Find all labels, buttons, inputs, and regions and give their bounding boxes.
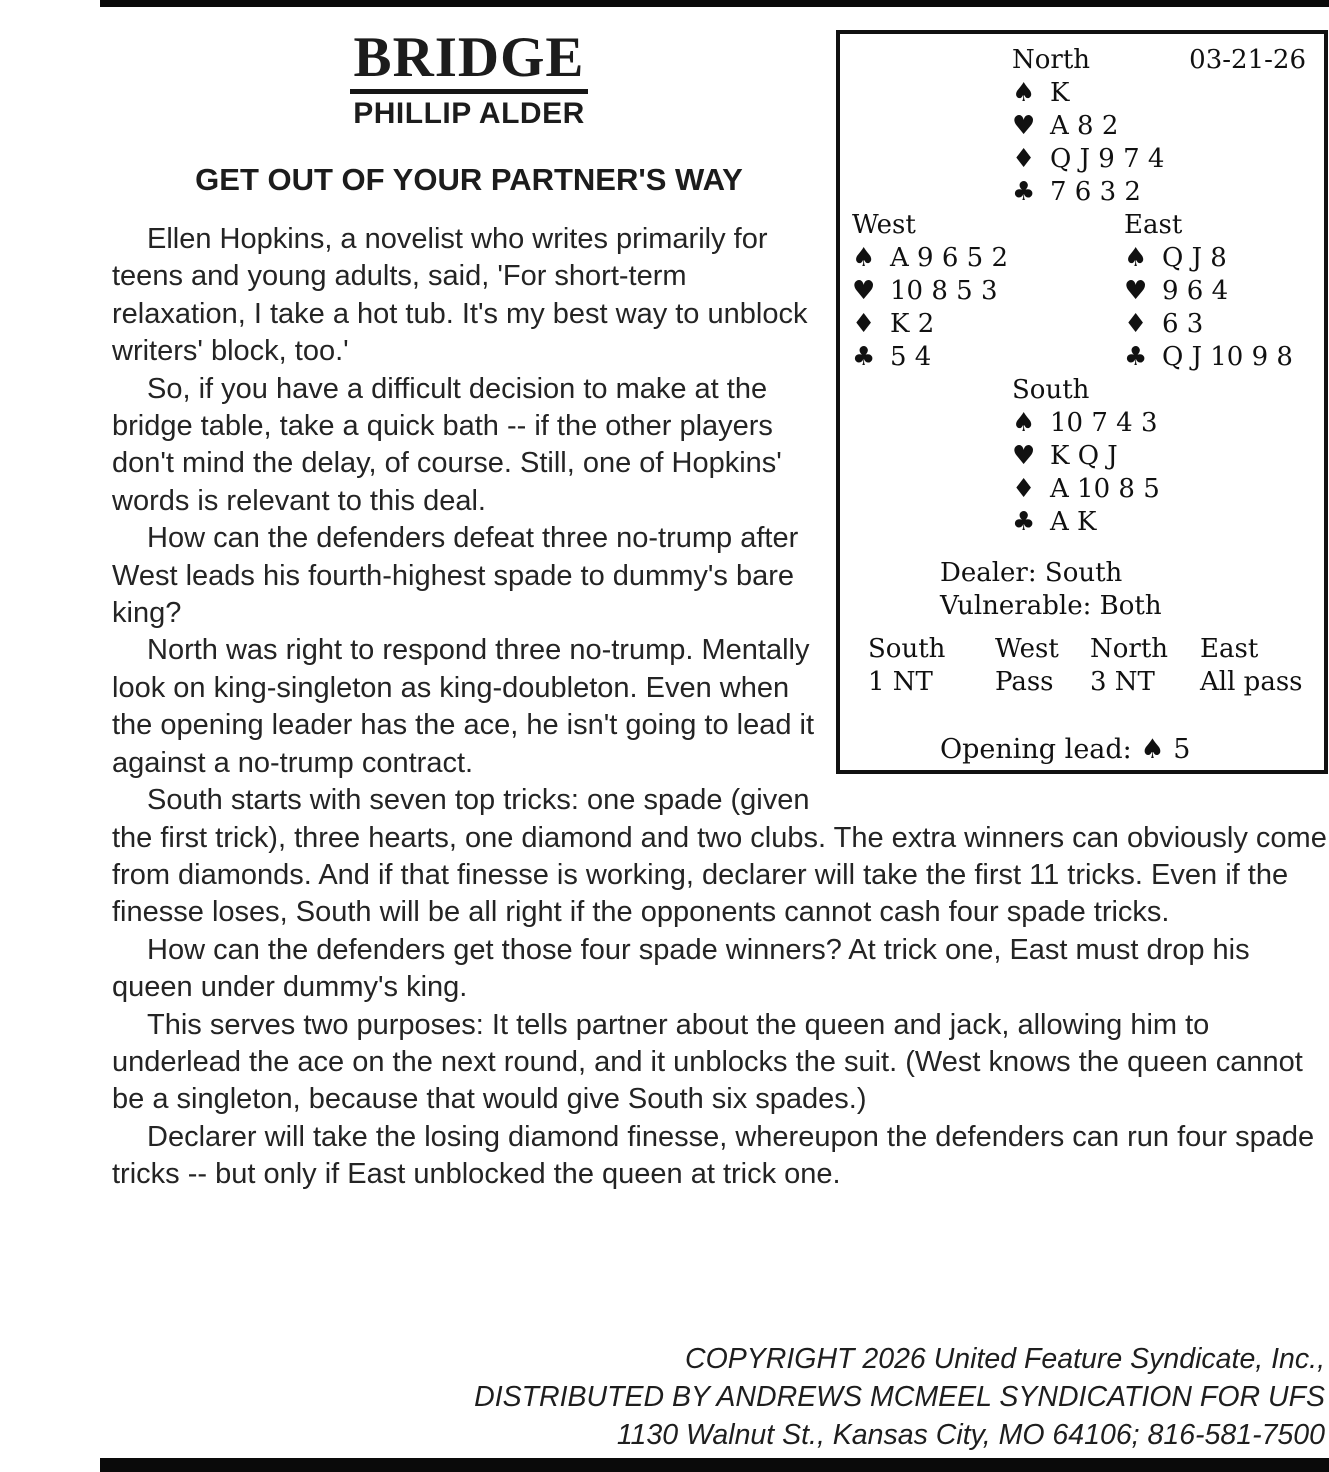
east-hearts-cards: 9 6 4 (1162, 276, 1229, 306)
club-icon: ♣ (852, 342, 876, 372)
bid-west: Pass (995, 667, 1054, 697)
north-spades-cards: K (1050, 78, 1070, 108)
auction-col-east: East (1200, 634, 1259, 664)
south-spades-row (1012, 407, 1314, 440)
auction-col-south: South (868, 634, 946, 664)
spade-icon: ♠ (1012, 78, 1036, 108)
club-icon: ♣ (1012, 507, 1036, 537)
dealer-info (940, 557, 1314, 623)
paragraph: Ellen Hopkins, a novelist who writes primarily for teens and young adults, said, 'For short-term relaxation, I take a hot tub. It's my best way to unblock writers' block, too.' (112, 223, 808, 368)
south-hand (1012, 374, 1314, 539)
east-spades-row (1124, 242, 1293, 275)
north-diamonds-cards: Q J 9 7 4 (1050, 144, 1165, 174)
heart-icon: ♥ (1012, 441, 1036, 471)
bid-north: 3 NT (1090, 667, 1155, 697)
opening-lead (940, 733, 1314, 766)
east-hearts-row (1124, 275, 1293, 308)
north-hand-label: North (1012, 45, 1091, 75)
spade-icon: ♠ (1140, 734, 1165, 765)
club-icon: ♣ (1124, 342, 1148, 372)
east-clubs-row (1124, 341, 1293, 374)
auction-table (852, 633, 1314, 699)
north-hearts-cards: A 8 2 (1050, 111, 1119, 141)
diamond-icon: ♦ (1012, 144, 1036, 174)
diamond-icon: ♦ (852, 309, 876, 339)
bid-east: All pass (1200, 667, 1303, 697)
diamond-icon: ♦ (1124, 309, 1148, 339)
paragraph: South starts with seven top tricks: one spade (given the first trick), three hearts, one diamond and two clubs. The extra winners can obviously come from diamonds. And if that finesse is working, declarer will take the first 11 tricks. Even if the finesse loses, South will be all right if the opponents cannot cash four spade tricks. (112, 784, 1327, 929)
east-clubs-cards: Q J 10 9 8 (1162, 342, 1293, 372)
article-headline: GET OUT OF YOUR PARTNER'S WAY (195, 162, 743, 197)
south-hearts-cards: K Q J (1050, 441, 1118, 471)
paragraph: How can the defenders defeat three no-trump after West leads his fourth-highest spade to dummy's bare king? (112, 522, 799, 630)
south-hearts-row (1012, 440, 1314, 473)
east-diamonds-cards: 6 3 (1162, 309, 1204, 339)
opening-lead-card: 5 (1173, 734, 1191, 765)
column-author: PHILLIP ALDER (353, 97, 585, 130)
west-clubs-cards: 5 4 (890, 342, 932, 372)
copyright-line-1: COPYRIGHT 2026 United Feature Syndicate, Inc., (685, 1343, 1325, 1375)
club-icon: ♣ (1012, 177, 1036, 207)
west-hearts-cards: 10 8 5 3 (890, 276, 998, 306)
bridge-diagram-box (836, 30, 1328, 774)
copyright-line-3: 1130 Walnut St., Kansas City, MO 64106; 816-581-7500 (616, 1419, 1325, 1451)
top-rule (100, 0, 1329, 7)
paragraph: Declarer will take the losing diamond finesse, whereupon the defenders can run four spade tricks -- but only if East unblocked the queen at trick one. (112, 1120, 1315, 1191)
diagram-header (852, 44, 1314, 77)
east-diamonds-row (1124, 308, 1293, 341)
paragraph: How can the defenders get those four spade winners? At trick one, East must drop his queen under dummy's king. (112, 933, 1250, 1004)
heart-icon: ♥ (1012, 111, 1036, 141)
west-east-hands (852, 209, 1314, 374)
paragraph: So, if you have a difficult decision to make at the bridge table, take a quick bath -- if the other players don't mind the delay, of course. Still, one of Hopkins' words is relevant to this deal. (112, 372, 782, 517)
south-hand-label: South (1012, 375, 1090, 405)
auction-col-north: North (1090, 634, 1169, 664)
auction-col-west: West (995, 634, 1059, 664)
north-clubs-cards: 7 6 3 2 (1050, 177, 1141, 207)
west-hand-label: West (852, 210, 916, 240)
dealer-line: Dealer: South (940, 558, 1123, 588)
north-hearts-row (1012, 110, 1314, 143)
opening-lead-label: Opening lead: (940, 734, 1132, 765)
north-hand (1012, 77, 1314, 209)
south-diamonds-cards: A 10 8 5 (1050, 474, 1160, 504)
column-date: 03-21-26 (1189, 45, 1306, 75)
column-page (112, 26, 1328, 1194)
spade-icon: ♠ (852, 243, 876, 273)
south-clubs-cards: A K (1050, 507, 1097, 537)
vulnerable-line: Vulnerable: Both (940, 591, 1162, 621)
south-diamonds-row (1012, 473, 1314, 506)
paragraph: This serves two purposes: It tells partner about the queen and jack, allowing him to underlead the ace on the next round, and it unblocks the suit. (West knows the queen cannot be a singleton, because that would give South six spades.) (112, 1008, 1303, 1116)
north-diamonds-row (1012, 143, 1314, 176)
spade-icon: ♠ (1124, 243, 1148, 273)
east-hand-label: East (1124, 210, 1183, 240)
west-spades-cards: A 9 6 5 2 (890, 243, 1009, 273)
column-title: BRIDGE (350, 30, 589, 94)
diamond-icon: ♦ (1012, 474, 1036, 504)
paragraph: North was right to respond three no-trump. Mentally look on king-singleton as king-doubleton. Even when the opening leader has the ace, he isn't going to lead it against a no-trump contract. (112, 634, 815, 779)
copyright-line-2: DISTRIBUTED BY ANDREWS MCMEEL SYNDICATION FOR UFS (474, 1381, 1325, 1413)
bid-south: 1 NT (868, 667, 933, 697)
heart-icon: ♥ (852, 276, 876, 306)
east-hand (1124, 209, 1293, 374)
spade-icon: ♠ (1012, 408, 1036, 438)
copyright-footer (474, 1340, 1325, 1454)
south-clubs-row (1012, 506, 1314, 539)
north-clubs-row (1012, 176, 1314, 209)
bottom-rule (100, 1458, 1329, 1472)
east-spades-cards: Q J 8 (1162, 243, 1227, 273)
south-spades-cards: 10 7 4 3 (1050, 408, 1158, 438)
north-spades-row (1012, 77, 1314, 110)
heart-icon: ♥ (1124, 276, 1148, 306)
west-diamonds-cards: K 2 (890, 309, 935, 339)
